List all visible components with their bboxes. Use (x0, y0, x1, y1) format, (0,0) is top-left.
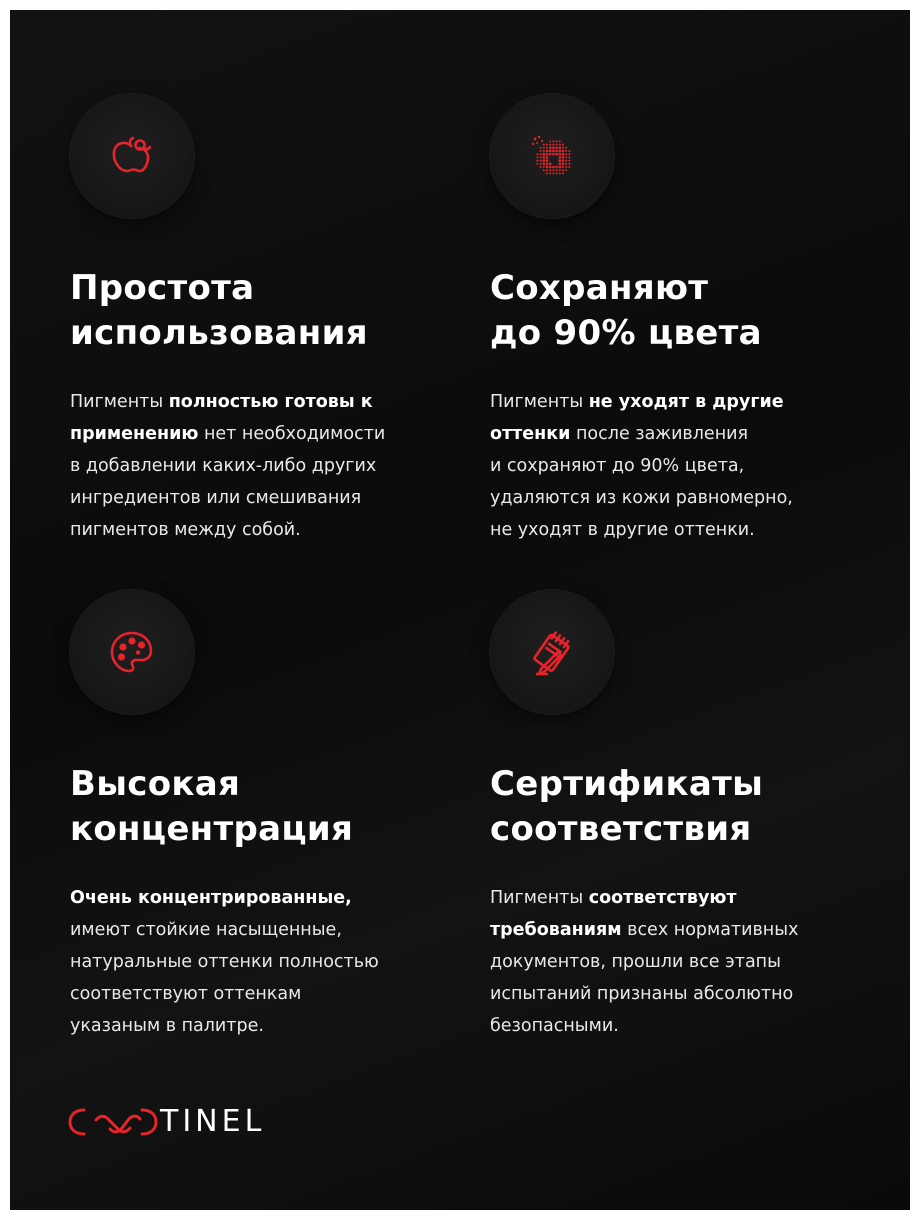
color-dot (543, 153, 546, 156)
color-dot (562, 156, 565, 159)
feature-color-retention (490, 94, 890, 546)
feature-description: Очень концентрированные, имеют стойкие насыщенные, натуральные оттенки полностью соответствуют оттенкам указаным в палитре. (70, 888, 379, 1036)
color-dot (536, 156, 538, 158)
color-dot (536, 160, 538, 162)
feature-icon-circle (490, 590, 614, 714)
color-dot (549, 150, 552, 153)
color-dot (555, 153, 558, 156)
color-dot (540, 153, 542, 155)
color-dot (536, 163, 538, 165)
feature-title: Высокая концентрация (70, 764, 354, 849)
color-dot (534, 138, 537, 141)
color-dot (559, 163, 562, 166)
color-dot (565, 150, 567, 152)
color-dot (559, 159, 562, 162)
color-dot (568, 153, 570, 155)
color-dot (540, 160, 542, 162)
color-dot (556, 169, 558, 171)
color-dot (540, 147, 542, 149)
color-dot (565, 160, 567, 162)
feature-title: Сохраняют до 90% цвета (490, 268, 762, 353)
color-dot (559, 156, 562, 159)
feature-title: Простота использования (70, 268, 368, 353)
color-dot (555, 166, 558, 169)
color-dot (568, 150, 570, 152)
color-dot (546, 147, 548, 149)
palette-icon (107, 627, 157, 677)
color-dot (565, 166, 567, 168)
feature-description: Пигменты полностью готовы к применению нет необходимости в добавлении каких-либо других ингредиентов или смешивания пигментов между собой. (70, 392, 386, 540)
apple-icon (107, 131, 157, 181)
color-dot (559, 144, 561, 146)
color-dot (543, 150, 545, 152)
color-dot (562, 144, 564, 146)
color-dot (565, 153, 567, 155)
color-dot (540, 166, 542, 168)
color-dot (549, 144, 551, 146)
color-dot (543, 147, 545, 149)
color-dot (540, 150, 542, 152)
color-dot (543, 166, 545, 168)
notepad-pen-icon (527, 627, 577, 677)
feature-panel (10, 10, 910, 1210)
color-dot (568, 160, 570, 162)
color-dot (536, 153, 538, 155)
color-dot (556, 144, 558, 146)
feature-certificates (490, 590, 890, 1042)
color-dot (565, 163, 567, 165)
color-dot (562, 153, 565, 156)
color-dot (546, 144, 548, 146)
color-dot (549, 166, 552, 169)
color-dot (549, 153, 552, 156)
color-dot (546, 172, 548, 174)
color-dot (543, 144, 545, 146)
color-dot (546, 153, 549, 156)
feature-description: Пигменты не уходят в другие оттенки после заживления и сохраняют до 90% цвета, удаляются из кожи равномерно, не уходят в другие оттенки. (490, 392, 793, 540)
color-dot (562, 159, 565, 162)
brand-logo (68, 1104, 265, 1139)
color-dot (555, 150, 558, 153)
color-dot (559, 147, 562, 150)
color-dot (562, 163, 565, 166)
color-dot (556, 172, 558, 174)
feature-icon-circle (490, 94, 614, 218)
color-dot (546, 156, 549, 159)
color-dot (546, 159, 549, 162)
color-dot (555, 147, 558, 150)
feature-icon-circle (70, 94, 194, 218)
color-dot (562, 169, 564, 171)
color-dot (565, 156, 567, 158)
color-dot (536, 142, 538, 144)
feature-description: Пигменты соответствуют требованиям всех нормативных документов, прошли все этапы испытаний признаны абсолютно безопасными. (490, 888, 799, 1036)
color-dot (562, 166, 564, 168)
color-dot (546, 150, 549, 153)
color-dot (559, 166, 562, 169)
color-dot (559, 172, 561, 174)
color-dot (562, 172, 564, 174)
color-dot (559, 150, 562, 153)
color-dot (552, 153, 555, 156)
color-dot (540, 156, 542, 158)
color-dot (552, 140, 554, 142)
color-dot (552, 147, 555, 150)
brand-name: TINEL (160, 1104, 266, 1139)
feature-title: Сертификаты соответствия (490, 764, 764, 849)
color-dot (549, 163, 552, 166)
color-dot (543, 156, 546, 159)
color-dot (552, 144, 554, 146)
feature-icon-circle (70, 590, 194, 714)
color-dot (546, 169, 548, 171)
color-dot (565, 169, 567, 171)
color-dot (568, 163, 570, 165)
color-dot (568, 166, 570, 168)
color-dot (543, 159, 546, 162)
color-dot (549, 140, 551, 142)
color-dot (541, 140, 543, 142)
feature-ease-of-use (70, 94, 470, 546)
color-dot (552, 150, 555, 153)
color-dot (565, 147, 567, 149)
color-dot (540, 163, 542, 165)
color-dot (549, 172, 551, 174)
color-dot (556, 140, 558, 142)
color-dot (552, 166, 555, 169)
feature-high-concentration (70, 590, 470, 1042)
color-dot (549, 169, 551, 171)
color-dot (543, 169, 545, 171)
color-dot (532, 143, 534, 145)
tinel-logo-icon (68, 1105, 158, 1139)
color-dot (552, 172, 554, 174)
color-dot (568, 156, 570, 158)
color-dot (538, 136, 540, 138)
color-dot (546, 163, 549, 166)
color-dot (562, 150, 565, 153)
color-dot (546, 166, 549, 169)
color-dot (549, 147, 552, 150)
color-dot (559, 153, 562, 156)
color-dots-icon (527, 131, 577, 181)
color-dot (543, 163, 546, 166)
color-dot (559, 169, 561, 171)
color-dot (552, 169, 554, 171)
color-dot (562, 147, 564, 149)
color-dot (559, 140, 561, 142)
